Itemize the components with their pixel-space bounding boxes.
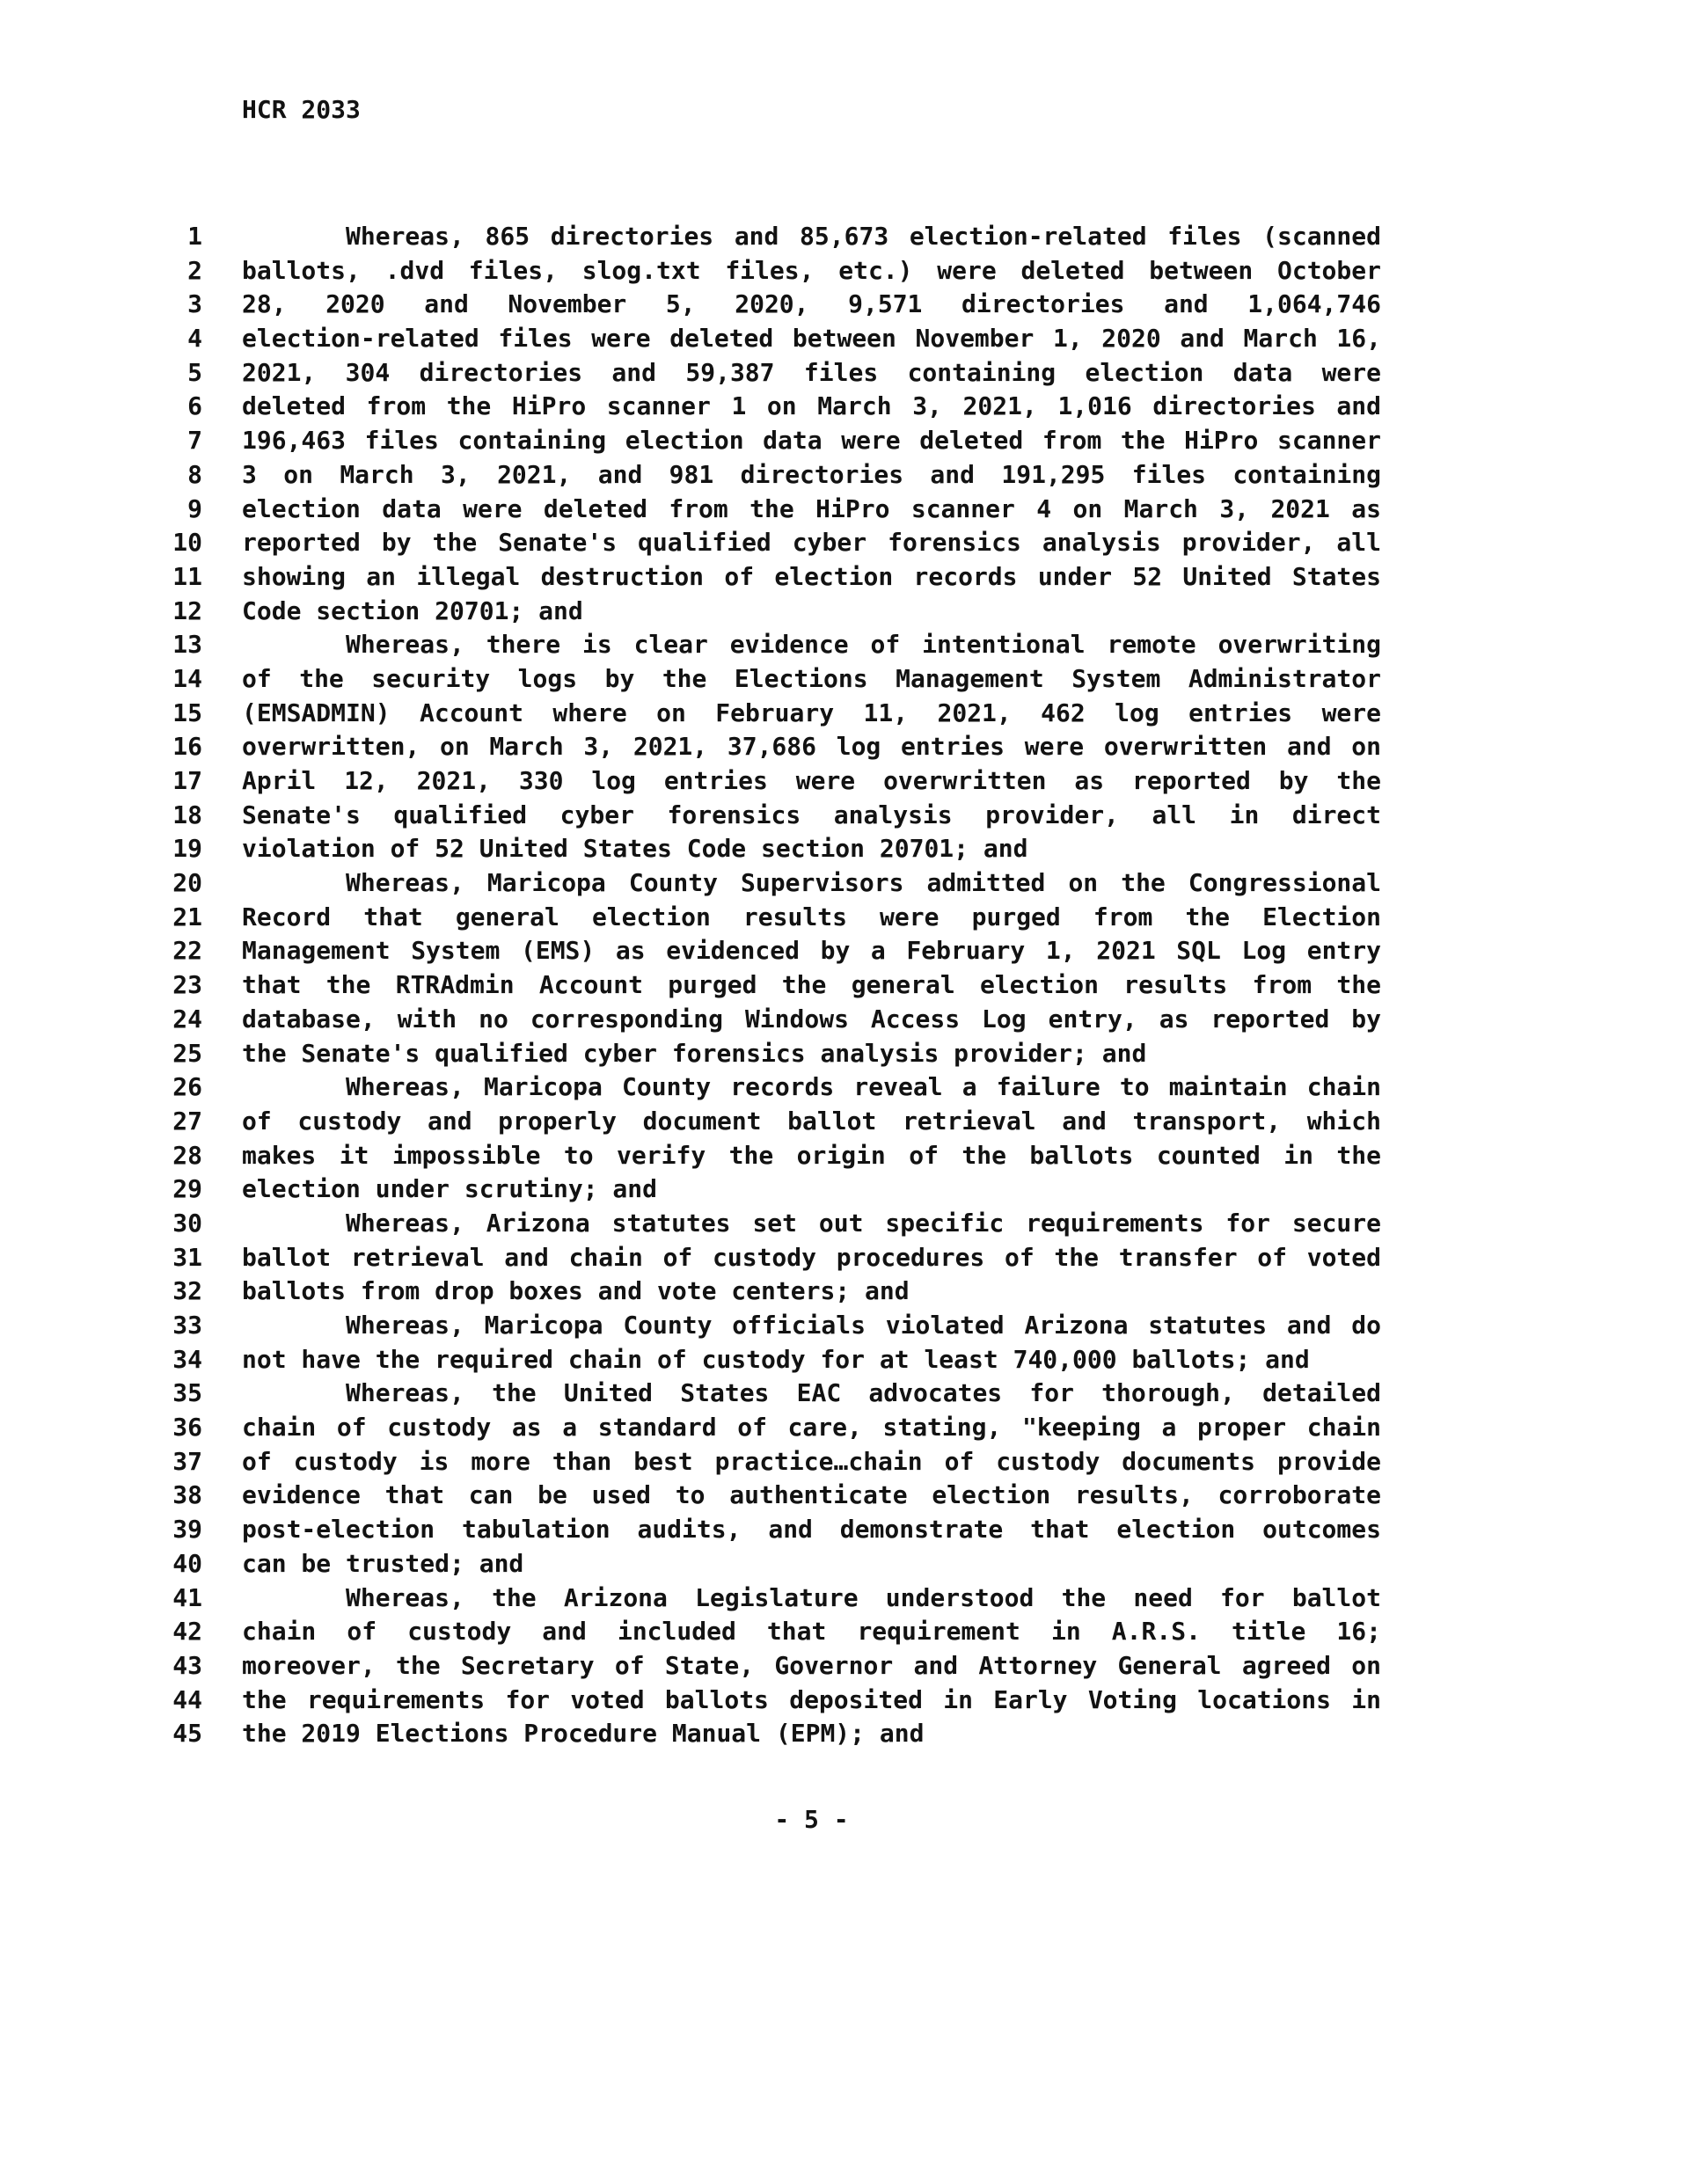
document-line xyxy=(110,220,1381,254)
document-line xyxy=(110,1343,1381,1377)
document-line xyxy=(110,1581,1381,1616)
line-text: 28, 2020 and November 5, 2020, 9,571 directories and 1,064,746 xyxy=(242,289,1381,319)
line-text: Senate's qualified cyber forensics analysis provider, all in direct xyxy=(242,800,1381,829)
document-line xyxy=(110,832,1381,866)
document-line xyxy=(110,560,1381,595)
line-number: 12 xyxy=(172,595,202,625)
document-line xyxy=(110,458,1381,493)
line-number: 31 xyxy=(172,1242,202,1272)
line-number: 10 xyxy=(172,528,202,558)
line-number: 18 xyxy=(172,800,202,829)
document-line xyxy=(110,1003,1381,1037)
line-number: 30 xyxy=(172,1208,202,1238)
line-number: 36 xyxy=(172,1413,202,1443)
document-line xyxy=(110,1309,1381,1343)
line-text: election data were deleted from the HiPro scanner 4 on March 3, 2021 as xyxy=(242,493,1381,523)
line-number: 41 xyxy=(172,1582,202,1612)
line-number: 35 xyxy=(172,1378,202,1408)
line-text: of custody and properly document ballot retrieval and transport, which xyxy=(242,1106,1381,1136)
line-number: 2 xyxy=(187,255,202,285)
document-line xyxy=(110,866,1381,901)
document-line xyxy=(110,968,1381,1003)
document-line xyxy=(110,1411,1381,1445)
line-number: 19 xyxy=(172,834,202,864)
document-line xyxy=(110,628,1381,662)
document-line xyxy=(110,1037,1381,1071)
line-number: 37 xyxy=(172,1446,202,1476)
line-text: violation of 52 United States Code section 20701; and xyxy=(242,834,1028,864)
document-line xyxy=(110,1207,1381,1241)
line-number: 20 xyxy=(172,868,202,898)
document-line xyxy=(110,322,1381,356)
line-text: of custody is more than best practice…chain of custody documents provide xyxy=(242,1446,1381,1476)
line-text: evidence that can be used to authenticate election results, corroborate xyxy=(242,1480,1381,1510)
document-line xyxy=(110,799,1381,833)
line-text: 196,463 files containing election data were deleted from the HiPro scanner xyxy=(242,426,1381,456)
line-number: 32 xyxy=(172,1276,202,1306)
line-number: 44 xyxy=(172,1684,202,1714)
line-text: overwritten, on March 3, 2021, 37,686 log entries were overwritten and on xyxy=(242,732,1381,762)
line-text: 3 on March 3, 2021, and 981 directories and 191,295 files containing xyxy=(242,459,1381,489)
document-line xyxy=(110,1615,1381,1649)
line-number: 22 xyxy=(172,936,202,966)
document-line xyxy=(110,1547,1381,1581)
document-line xyxy=(110,901,1381,935)
document-line xyxy=(110,764,1381,799)
line-text: not have the required chain of custody for at least 740,000 ballots; and xyxy=(242,1344,1310,1374)
line-text: that the RTRAdmin Account purged the general election results from the xyxy=(242,970,1381,1000)
document-line xyxy=(110,934,1381,968)
line-number: 3 xyxy=(187,289,202,319)
line-number: 23 xyxy=(172,970,202,1000)
document-line xyxy=(110,1684,1381,1718)
line-number: 16 xyxy=(172,732,202,762)
line-text: ballot retrieval and chain of custody procedures of the transfer of voted xyxy=(242,1242,1381,1272)
line-text: post-election tabulation audits, and demonstrate that election outcomes xyxy=(242,1515,1381,1545)
line-text: the 2019 Elections Procedure Manual (EPM); and xyxy=(242,1719,925,1749)
line-text: Whereas, Maricopa County records reveal a failure to maintain chain xyxy=(346,1072,1381,1102)
line-text: the Senate's qualified cyber forensics analysis provider; and xyxy=(242,1038,1147,1068)
document-line xyxy=(110,1070,1381,1105)
document-line xyxy=(110,1479,1381,1513)
document-line xyxy=(110,1717,1381,1751)
line-text: (EMSADMIN) Account where on February 11, 2021, 462 log entries were xyxy=(242,698,1381,727)
document-line xyxy=(110,1513,1381,1547)
line-number: 42 xyxy=(172,1617,202,1647)
line-number: 27 xyxy=(172,1106,202,1136)
document-line xyxy=(110,1105,1381,1139)
line-text: database, with no corresponding Windows Access Log entry, as reported by xyxy=(242,1004,1381,1034)
line-number: 17 xyxy=(172,766,202,795)
document-line xyxy=(110,356,1381,391)
line-text: makes it impossible to verify the origin of the ballots counted in the xyxy=(242,1140,1381,1170)
document-line xyxy=(110,697,1381,731)
line-number: 38 xyxy=(172,1480,202,1510)
line-text: Whereas, Maricopa County officials violated Arizona statutes and do xyxy=(346,1311,1381,1340)
document-line xyxy=(110,1275,1381,1309)
line-text: Code section 20701; and xyxy=(242,595,583,625)
document-line xyxy=(110,595,1381,629)
document-line xyxy=(110,254,1381,289)
document-title: HCR 2033 xyxy=(242,95,361,124)
document-line xyxy=(110,662,1381,697)
line-number: 7 xyxy=(187,426,202,456)
line-number: 33 xyxy=(172,1311,202,1340)
document-line xyxy=(110,730,1381,764)
line-text: of the security logs by the Elections Management System Administrator xyxy=(242,663,1381,693)
line-text: reported by the Senate's qualified cyber forensics analysis provider, all xyxy=(242,528,1381,558)
line-number: 9 xyxy=(187,493,202,523)
line-text: election-related files were deleted between November 1, 2020 and March 16, xyxy=(242,324,1381,354)
line-number: 1 xyxy=(187,222,202,251)
line-text: ballots from drop boxes and vote centers; and xyxy=(242,1276,910,1306)
document-line xyxy=(110,1172,1381,1207)
document-line xyxy=(110,1649,1381,1684)
line-text: chain of custody as a standard of care, stating, "keeping a proper chain xyxy=(242,1413,1381,1443)
line-number: 34 xyxy=(172,1344,202,1374)
line-text: ballots, .dvd files, slog.txt files, etc.) were deleted between October xyxy=(242,255,1381,285)
line-number: 8 xyxy=(187,459,202,489)
line-text: Whereas, the Arizona Legislature understood the need for ballot xyxy=(346,1582,1381,1612)
line-number: 13 xyxy=(172,630,202,660)
document-line xyxy=(110,288,1381,322)
document-line xyxy=(110,493,1381,527)
document-line xyxy=(110,1241,1381,1275)
line-text: Whereas, there is clear evidence of intentional remote overwriting xyxy=(346,630,1381,660)
line-number: 14 xyxy=(172,663,202,693)
line-number: 6 xyxy=(187,391,202,421)
line-text: April 12, 2021, 330 log entries were overwritten as reported by the xyxy=(242,766,1381,795)
line-text: Management System (EMS) as evidenced by a February 1, 2021 SQL Log entry xyxy=(242,936,1381,966)
line-text: moreover, the Secretary of State, Governor and Attorney General agreed on xyxy=(242,1650,1381,1680)
line-text: showing an illegal destruction of election records under 52 United States xyxy=(242,561,1381,591)
line-number: 26 xyxy=(172,1072,202,1102)
document-line xyxy=(110,526,1381,560)
page-number: - 5 - xyxy=(774,1805,849,1834)
line-text: can be trusted; and xyxy=(242,1548,524,1578)
line-text: the requirements for voted ballots deposited in Early Voting locations in xyxy=(242,1684,1381,1714)
line-number: 21 xyxy=(172,902,202,931)
line-number: 39 xyxy=(172,1515,202,1545)
document-line xyxy=(110,424,1381,458)
line-number: 15 xyxy=(172,698,202,727)
document-line xyxy=(110,1377,1381,1411)
line-number: 43 xyxy=(172,1650,202,1680)
line-text: chain of custody and included that requirement in A.R.S. title 16; xyxy=(242,1617,1381,1647)
document-line xyxy=(110,1445,1381,1479)
line-number: 29 xyxy=(172,1174,202,1204)
line-text: Whereas, the United States EAC advocates for thorough, detailed xyxy=(346,1378,1381,1408)
document-line xyxy=(110,1139,1381,1173)
line-number: 4 xyxy=(187,324,202,354)
line-text: Whereas, 865 directories and 85,673 election-related files (scanned xyxy=(346,222,1381,251)
line-text: Record that general election results were purged from the Election xyxy=(242,902,1381,931)
line-text: Whereas, Maricopa County Supervisors admitted on the Congressional xyxy=(346,868,1381,898)
line-number: 45 xyxy=(172,1719,202,1749)
line-number: 5 xyxy=(187,357,202,387)
line-number: 25 xyxy=(172,1038,202,1068)
document-body xyxy=(110,220,1381,1751)
line-number: 11 xyxy=(172,561,202,591)
document-line xyxy=(110,390,1381,424)
line-number: 24 xyxy=(172,1004,202,1034)
line-number: 28 xyxy=(172,1140,202,1170)
line-text: election under scrutiny; and xyxy=(242,1174,658,1204)
line-text: 2021, 304 directories and 59,387 files containing election data were xyxy=(242,357,1381,387)
line-text: deleted from the HiPro scanner 1 on March 3, 2021, 1,016 directories and xyxy=(242,391,1381,421)
line-text: Whereas, Arizona statutes set out specific requirements for secure xyxy=(346,1208,1381,1238)
line-number: 40 xyxy=(172,1548,202,1578)
